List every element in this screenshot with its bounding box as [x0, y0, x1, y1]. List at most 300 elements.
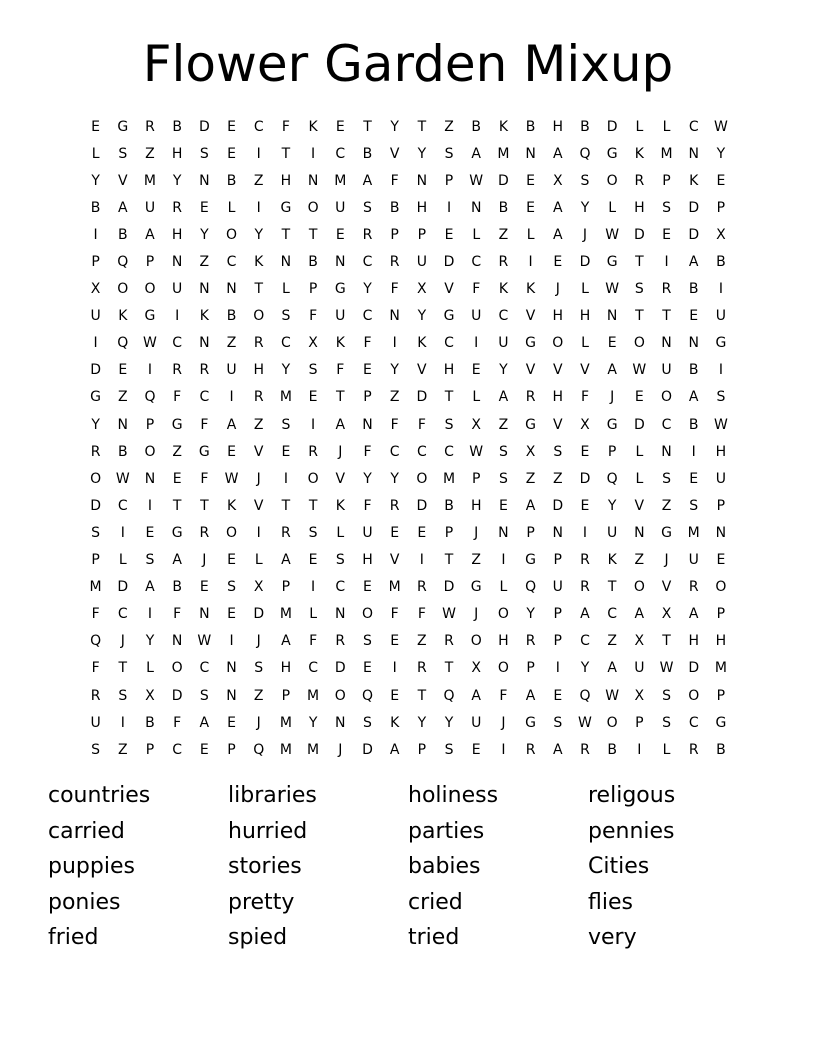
grid-letter: I — [256, 145, 261, 162]
grid-letter: X — [634, 687, 645, 704]
word-bank — [48, 778, 768, 956]
page-title: Flower Garden Mixup — [142, 35, 674, 93]
grid-letter: O — [497, 660, 509, 677]
grid-letter: I — [256, 199, 261, 216]
grid-letter: W — [605, 281, 620, 298]
grid-letter: W — [713, 118, 728, 135]
grid-letter: O — [552, 335, 564, 352]
grid-letter: S — [363, 714, 372, 731]
word-bank-item: spied — [228, 925, 288, 951]
grid-letter: N — [661, 335, 672, 352]
grid-letter: Y — [499, 362, 508, 379]
word-bank-item: very — [588, 925, 637, 951]
grid-letter: X — [552, 172, 563, 189]
grid-letter: M — [687, 524, 700, 541]
grid-letter: D — [688, 199, 700, 216]
grid-letter: P — [716, 606, 726, 623]
grid-letter: I — [256, 524, 261, 541]
grid-letter: Z — [498, 416, 509, 433]
grid-letter: Y — [281, 362, 291, 379]
grid-letter: J — [338, 443, 343, 460]
grid-letter: Y — [145, 633, 155, 650]
grid-letter: B — [90, 199, 101, 216]
grid-letter: V — [525, 362, 536, 379]
grid-letter: I — [120, 524, 125, 541]
grid-letter: X — [661, 606, 672, 623]
grid-letter: F — [336, 362, 345, 379]
grid-letter: E — [335, 118, 345, 135]
grid-letter: N — [199, 172, 210, 189]
grid-letter: Z — [145, 145, 155, 162]
grid-letter: P — [281, 579, 291, 596]
grid-letter: E — [227, 714, 236, 731]
grid-letter: W — [605, 687, 620, 704]
grid-letter: T — [417, 687, 427, 704]
grid-letter: M — [89, 579, 102, 596]
grid-letter: F — [390, 606, 399, 623]
grid-letter: R — [145, 118, 155, 135]
grid-letter: P — [417, 741, 427, 758]
grid-letter: D — [688, 660, 700, 677]
grid-letter: P — [662, 172, 671, 189]
grid-letter: X — [471, 416, 482, 433]
grid-letter: X — [90, 281, 101, 298]
grid-letter: Z — [552, 470, 563, 487]
grid-letter: T — [444, 660, 454, 677]
grid-letter: J — [256, 633, 261, 650]
grid-letter: I — [419, 552, 424, 569]
grid-letter: J — [555, 281, 560, 298]
grid-letter: N — [280, 254, 292, 271]
grid-letter: P — [553, 552, 562, 569]
grid-letter: C — [117, 497, 128, 514]
grid-letter: N — [171, 254, 183, 271]
grid-letter: X — [308, 335, 318, 352]
grid-letter: R — [661, 281, 672, 298]
grid-letter: M — [442, 470, 456, 487]
grid-letter: U — [335, 199, 346, 216]
grid-letter: W — [632, 362, 647, 379]
grid-letter: S — [281, 416, 291, 433]
grid-letter: L — [662, 118, 671, 135]
grid-letter: I — [311, 145, 316, 162]
word-bank-item: religous — [588, 783, 676, 808]
grid-letter: N — [226, 281, 237, 298]
grid-letter: C — [199, 660, 210, 677]
grid-letter: V — [117, 172, 128, 189]
grid-letter: J — [256, 714, 261, 731]
grid-letter: L — [472, 226, 481, 243]
grid-letter: A — [525, 497, 536, 514]
grid-letter: O — [253, 308, 265, 325]
grid-letter: B — [308, 254, 318, 271]
grid-letter: R — [416, 579, 427, 596]
grid-letter: Q — [253, 741, 265, 758]
grid-letter: R — [281, 524, 291, 541]
grid-letter: K — [335, 335, 345, 352]
letter-grid — [82, 113, 735, 763]
grid-letter: T — [200, 497, 209, 514]
grid-letter: R — [172, 199, 183, 216]
grid-letter: E — [689, 470, 699, 487]
grid-letter: A — [552, 226, 563, 243]
grid-letter: S — [308, 524, 318, 541]
grid-letter: G — [525, 552, 537, 569]
grid-letter: T — [308, 226, 318, 243]
grid-letter: T — [662, 308, 671, 325]
grid-letter: E — [498, 497, 508, 514]
grid-letter: E — [471, 741, 481, 758]
grid-letter: U — [471, 308, 482, 325]
grid-letter: T — [336, 389, 345, 406]
grid-letter: V — [444, 281, 454, 298]
grid-letter: A — [117, 199, 128, 216]
grid-letter: S — [363, 199, 372, 216]
grid-letter: E — [363, 660, 372, 677]
grid-letter: L — [118, 552, 127, 569]
grid-letter: H — [552, 389, 564, 406]
grid-letter: U — [607, 524, 618, 541]
grid-letter: A — [607, 362, 617, 379]
grid-letter: P — [716, 199, 726, 216]
grid-letter: N — [226, 687, 237, 704]
grid-letter: Y — [580, 660, 590, 677]
grid-letter: S — [553, 443, 563, 460]
grid-letter: A — [145, 579, 155, 596]
grid-letter: K — [498, 281, 508, 298]
word-bank-item: babies — [408, 854, 481, 880]
grid-letter: I — [93, 335, 98, 352]
grid-letter: R — [525, 741, 536, 758]
grid-letter: U — [416, 254, 427, 271]
grid-letter: A — [281, 633, 291, 650]
grid-letter: R — [199, 524, 210, 541]
grid-letter: A — [552, 199, 563, 216]
grid-letter: H — [362, 552, 373, 569]
grid-letter: E — [227, 443, 236, 460]
grid-letter: J — [664, 552, 669, 569]
grid-letter: D — [606, 118, 618, 135]
grid-letter: S — [118, 687, 128, 704]
grid-letter: G — [606, 254, 618, 271]
grid-letter: J — [256, 470, 261, 487]
grid-letter: D — [579, 470, 591, 487]
grid-letter: H — [253, 362, 264, 379]
grid-letter: W — [224, 470, 239, 487]
grid-letter: G — [198, 443, 210, 460]
grid-letter: C — [281, 335, 291, 352]
grid-letter: T — [635, 254, 644, 271]
grid-letter: Z — [444, 118, 454, 135]
grid-letter: I — [446, 199, 452, 216]
grid-letter: P — [145, 254, 155, 271]
grid-letter: E — [607, 335, 617, 352]
grid-letter: B — [580, 118, 590, 135]
grid-letter: R — [308, 443, 318, 460]
word-bank-item: ponies — [48, 889, 121, 915]
grid-letter: F — [309, 633, 318, 650]
grid-letter: R — [634, 172, 645, 189]
grid-letter: E — [580, 443, 590, 460]
grid-letter: N — [688, 335, 699, 352]
grid-letter: S — [91, 524, 101, 541]
grid-letter: S — [199, 145, 209, 162]
grid-letter: T — [281, 145, 291, 162]
grid-letter: E — [526, 199, 536, 216]
grid-letter: M — [279, 606, 292, 623]
grid-letter: S — [145, 552, 155, 569]
grid-letter: P — [91, 552, 100, 569]
grid-letter: F — [91, 606, 100, 623]
grid-letter: T — [172, 497, 182, 514]
grid-letter: Q — [525, 579, 537, 596]
grid-letter: G — [606, 145, 618, 162]
grid-letter: L — [227, 199, 236, 216]
grid-letter: N — [715, 524, 727, 541]
grid-letter: Q — [606, 470, 618, 487]
word-bank-item: hurried — [228, 818, 308, 844]
grid-letter: S — [662, 714, 671, 731]
grid-letter: Q — [144, 389, 156, 406]
word-bank-item: parties — [408, 818, 485, 844]
grid-letter: B — [362, 145, 373, 162]
grid-letter: Y — [417, 308, 427, 325]
grid-letter: Q — [443, 687, 455, 704]
word-bank-item: flies — [588, 889, 633, 915]
grid-letter: H — [416, 199, 428, 216]
grid-letter: Z — [634, 552, 645, 569]
grid-letter: L — [581, 335, 589, 352]
grid-letter: I — [229, 633, 234, 650]
grid-letter: T — [363, 118, 372, 135]
grid-letter: P — [417, 226, 427, 243]
grid-letter: Z — [253, 416, 264, 433]
grid-letter: M — [279, 714, 292, 731]
word-bank-item: tried — [408, 925, 460, 951]
grid-letter: X — [145, 687, 155, 704]
grid-letter: B — [172, 579, 182, 596]
grid-letter: O — [606, 172, 618, 189]
grid-letter: F — [200, 416, 209, 433]
grid-letter: S — [363, 633, 372, 650]
grid-letter: B — [117, 226, 128, 243]
grid-letter: P — [444, 524, 454, 541]
grid-letter: M — [714, 660, 727, 677]
grid-letter: N — [199, 335, 210, 352]
grid-letter: B — [688, 362, 699, 379]
grid-letter: C — [308, 660, 318, 677]
grid-letter: A — [199, 714, 210, 731]
grid-letter: R — [90, 687, 101, 704]
grid-letter: A — [688, 254, 699, 271]
grid-letter: O — [633, 335, 645, 352]
grid-letter: Y — [580, 199, 590, 216]
grid-letter: E — [553, 254, 563, 271]
grid-letter: A — [471, 687, 481, 704]
grid-letter: Z — [471, 552, 482, 569]
grid-letter: V — [253, 443, 264, 460]
grid-letter: T — [417, 118, 427, 135]
grid-letter: Y — [363, 470, 372, 487]
grid-letter: L — [608, 199, 617, 216]
grid-letter: M — [279, 389, 292, 406]
grid-letter: D — [334, 660, 346, 677]
grid-letter: X — [716, 226, 726, 243]
grid-letter: A — [688, 389, 699, 406]
grid-letter: Z — [661, 497, 672, 514]
grid-letter: C — [580, 633, 590, 650]
grid-letter: D — [90, 497, 101, 514]
grid-letter: Z — [525, 470, 536, 487]
grid-letter: G — [525, 714, 537, 731]
grid-letter: A — [335, 416, 346, 433]
grid-letter: S — [662, 199, 671, 216]
grid-letter: D — [198, 118, 210, 135]
grid-letter: R — [580, 579, 590, 596]
grid-letter: Y — [363, 281, 372, 298]
grid-letter: E — [580, 497, 590, 514]
grid-letter: A — [552, 145, 563, 162]
grid-letter: P — [553, 633, 562, 650]
grid-letter: X — [580, 416, 590, 433]
grid-letter: C — [389, 443, 400, 460]
grid-letter: F — [499, 687, 508, 704]
grid-letter: N — [470, 199, 482, 216]
grid-letter: N — [362, 416, 373, 433]
grid-letter: E — [227, 145, 236, 162]
grid-letter: S — [308, 362, 318, 379]
grid-letter: D — [416, 389, 428, 406]
grid-letter: V — [661, 579, 672, 596]
grid-letter: L — [146, 660, 154, 677]
grid-letter: J — [582, 226, 588, 243]
word-bank-item: Cities — [588, 854, 650, 880]
grid-letter: K — [118, 308, 128, 325]
grid-letter: V — [417, 362, 427, 379]
grid-letter: N — [171, 633, 183, 650]
grid-letter: H — [443, 362, 455, 379]
grid-letter: G — [280, 199, 292, 216]
grid-letter: Q — [90, 633, 102, 650]
grid-letter: O — [715, 579, 727, 596]
grid-letter: F — [390, 416, 399, 433]
grid-letter: U — [715, 470, 727, 487]
grid-letter: S — [498, 443, 508, 460]
grid-letter: J — [610, 389, 615, 406]
grid-letter: G — [117, 118, 129, 135]
grid-letter: F — [580, 389, 589, 406]
grid-letter: O — [117, 281, 129, 298]
grid-letter: F — [363, 443, 372, 460]
grid-letter: E — [716, 552, 726, 569]
grid-letter: S — [634, 281, 644, 298]
grid-letter: N — [307, 172, 319, 189]
grid-letter: F — [281, 118, 290, 135]
grid-letter: I — [474, 335, 479, 352]
grid-letter: O — [497, 606, 509, 623]
grid-letter: S — [580, 172, 590, 189]
grid-letter: S — [662, 470, 671, 487]
grid-letter: U — [498, 335, 509, 352]
grid-letter: R — [525, 633, 536, 650]
grid-letter: O — [90, 470, 102, 487]
grid-letter: E — [444, 226, 454, 243]
grid-letter: R — [362, 226, 373, 243]
grid-letter: A — [580, 606, 590, 623]
grid-letter: R — [580, 741, 590, 758]
grid-letter: S — [689, 497, 699, 514]
grid-letter: L — [254, 552, 263, 569]
grid-letter: D — [552, 497, 564, 514]
grid-letter: U — [144, 199, 156, 216]
grid-letter: E — [199, 741, 209, 758]
grid-letter: B — [117, 443, 128, 460]
grid-letter: K — [607, 552, 617, 569]
grid-letter: H — [498, 633, 509, 650]
grid-letter: Y — [172, 172, 182, 189]
grid-letter: E — [281, 443, 291, 460]
grid-letter: I — [691, 443, 696, 460]
grid-letter: T — [308, 497, 318, 514]
grid-letter: I — [147, 497, 153, 514]
grid-letter: U — [226, 362, 237, 379]
grid-letter: M — [388, 579, 401, 596]
grid-letter: B — [525, 118, 536, 135]
grid-letter: G — [144, 308, 156, 325]
grid-letter: C — [471, 254, 482, 271]
grid-letter: W — [197, 633, 212, 650]
grid-letter: H — [470, 497, 482, 514]
grid-letter: V — [525, 308, 536, 325]
grid-letter: P — [444, 172, 454, 189]
grid-letter: Y — [444, 714, 454, 731]
grid-letter: E — [118, 362, 128, 379]
grid-letter: Z — [172, 443, 182, 460]
grid-letter: Y — [308, 714, 318, 731]
grid-letter: F — [390, 172, 399, 189]
grid-letter: U — [362, 524, 373, 541]
grid-letter: A — [634, 606, 645, 623]
grid-letter: G — [334, 281, 346, 298]
grid-letter: R — [90, 443, 101, 460]
grid-letter: S — [118, 145, 128, 162]
grid-letter: F — [390, 281, 399, 298]
grid-letter: I — [311, 579, 316, 596]
grid-letter: Y — [254, 226, 263, 243]
grid-letter: E — [716, 172, 726, 189]
grid-letter: R — [416, 660, 427, 677]
grid-letter: U — [471, 714, 482, 731]
grid-letter: P — [526, 524, 535, 541]
grid-letter: N — [226, 660, 237, 677]
grid-letter: K — [526, 281, 536, 298]
word-bank-item: countries — [48, 783, 151, 808]
grid-letter: O — [361, 606, 373, 623]
grid-letter: I — [120, 714, 125, 731]
grid-letter: P — [363, 389, 372, 406]
grid-letter: B — [688, 416, 699, 433]
grid-letter: H — [552, 118, 564, 135]
grid-letter: H — [579, 308, 591, 325]
grid-letter: D — [633, 416, 645, 433]
grid-letter: E — [390, 524, 400, 541]
grid-letter: D — [443, 579, 455, 596]
grid-letter: U — [172, 281, 183, 298]
grid-letter: U — [90, 714, 101, 731]
grid-letter: C — [688, 714, 699, 731]
grid-letter: C — [362, 254, 373, 271]
grid-letter: F — [417, 416, 426, 433]
